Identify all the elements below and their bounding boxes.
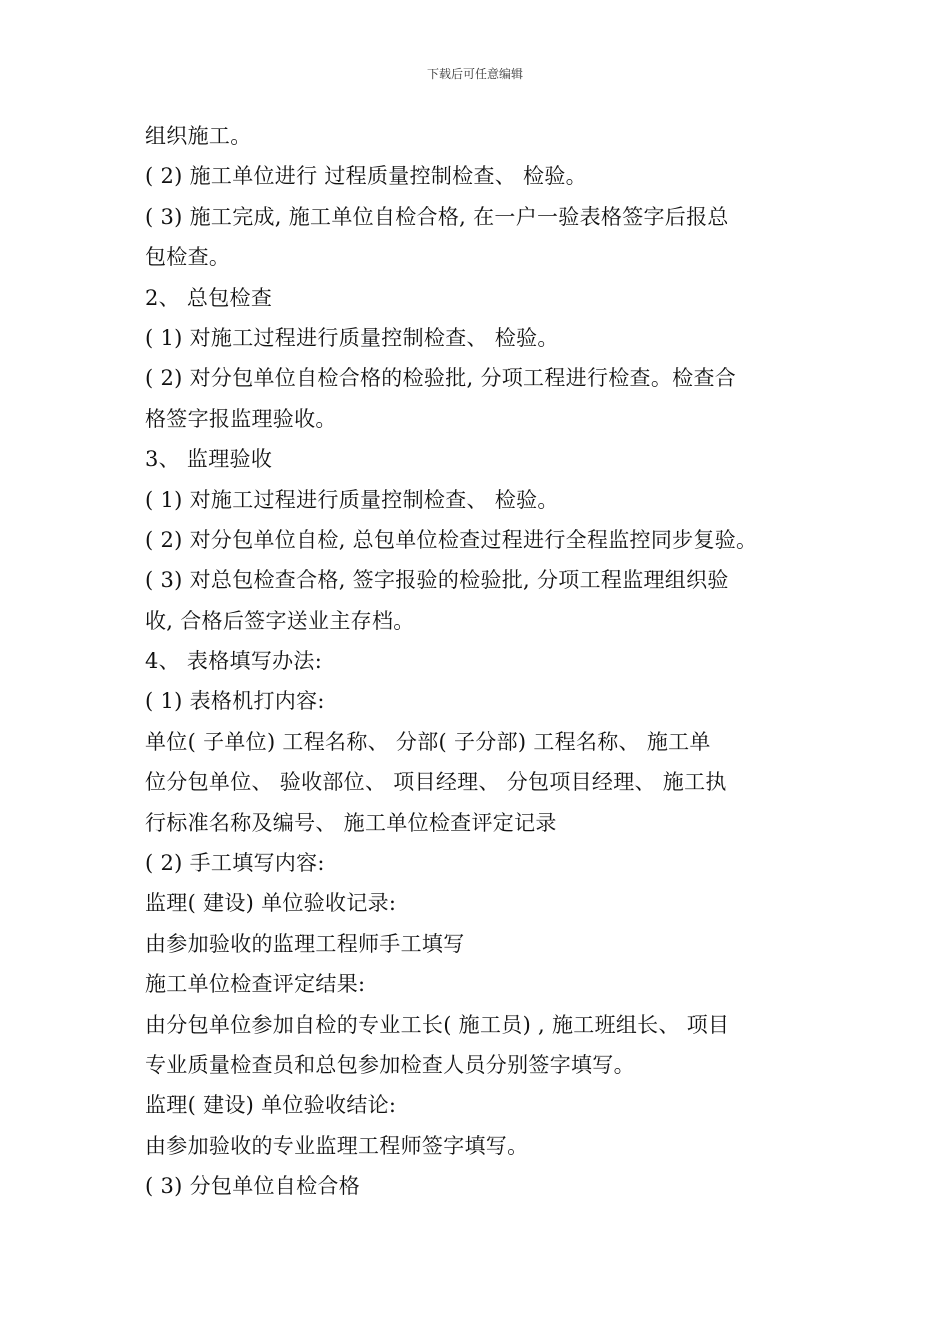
text-line: 位分包单位、 验收部位、 项目经理、 分包项目经理、 施工执 [145, 770, 727, 795]
page-header: 下载后可任意编辑 [426, 67, 523, 81]
text-line: 组织施工。 [145, 124, 252, 148]
text-line: 包检查。 [145, 245, 231, 270]
text-line: 施工单位检查评定结果: [145, 972, 366, 997]
text-line: 行标准名称及编号、 施工单位检查评定记录 [145, 810, 557, 835]
text-line: ( 3) 施工完成, 施工单位自检合格, 在一户一验表格签字后报总 [145, 204, 729, 229]
text-line: ( 2) 手工填写内容: [145, 851, 325, 876]
text-line: ( 3) 对总包检查合格, 签字报验的检验批, 分项工程监理组织验 [145, 568, 729, 593]
text-line: 由参加验收的监理工程师手工填写 [145, 931, 465, 956]
text-line: 监理( 建设) 单位验收记录: [145, 891, 397, 916]
document-body [145, 116, 825, 1207]
text-line: 监理( 建设) 单位验收结论: [145, 1093, 397, 1118]
section-heading: 4、 表格填写办法: [145, 649, 323, 674]
text-line: ( 2) 对分包单位自检合格的检验批, 分项工程进行检查。检查合 [145, 366, 737, 391]
text-line: 格签字报监理验收。 [145, 406, 337, 431]
text-line: ( 3) 分包单位自检合格 [145, 1174, 360, 1199]
text-line: 由分包单位参加自检的专业工长( 施工员) , 施工班组长、 项目 [145, 1012, 730, 1037]
section-heading: 2、 总包检查 [145, 285, 273, 310]
text-line: 单位( 子单位) 工程名称、 分部( 子分部) 工程名称、 施工单 [145, 729, 711, 754]
text-line: ( 1) 对施工过程进行质量控制检查、 检验。 [145, 487, 559, 512]
text-line: 由参加验收的专业监理工程师签字填写。 [145, 1133, 529, 1158]
text-line: 专业质量检查员和总包参加检查人员分别签字填写。 [145, 1052, 635, 1077]
text-line: ( 1) 对施工过程进行质量控制检查、 检验。 [145, 325, 559, 350]
text-line: ( 2) 施工单位进行 过程质量控制检查、 检验。 [145, 164, 587, 189]
text-line: ( 2) 对分包单位自检, 总包单位检查过程进行全程监控同步复验。 [145, 527, 758, 552]
section-heading: 3、 监理验收 [145, 447, 273, 472]
text-line: 收, 合格后签字送业主存档。 [145, 608, 415, 633]
text-line: ( 1) 表格机打内容: [145, 689, 325, 714]
